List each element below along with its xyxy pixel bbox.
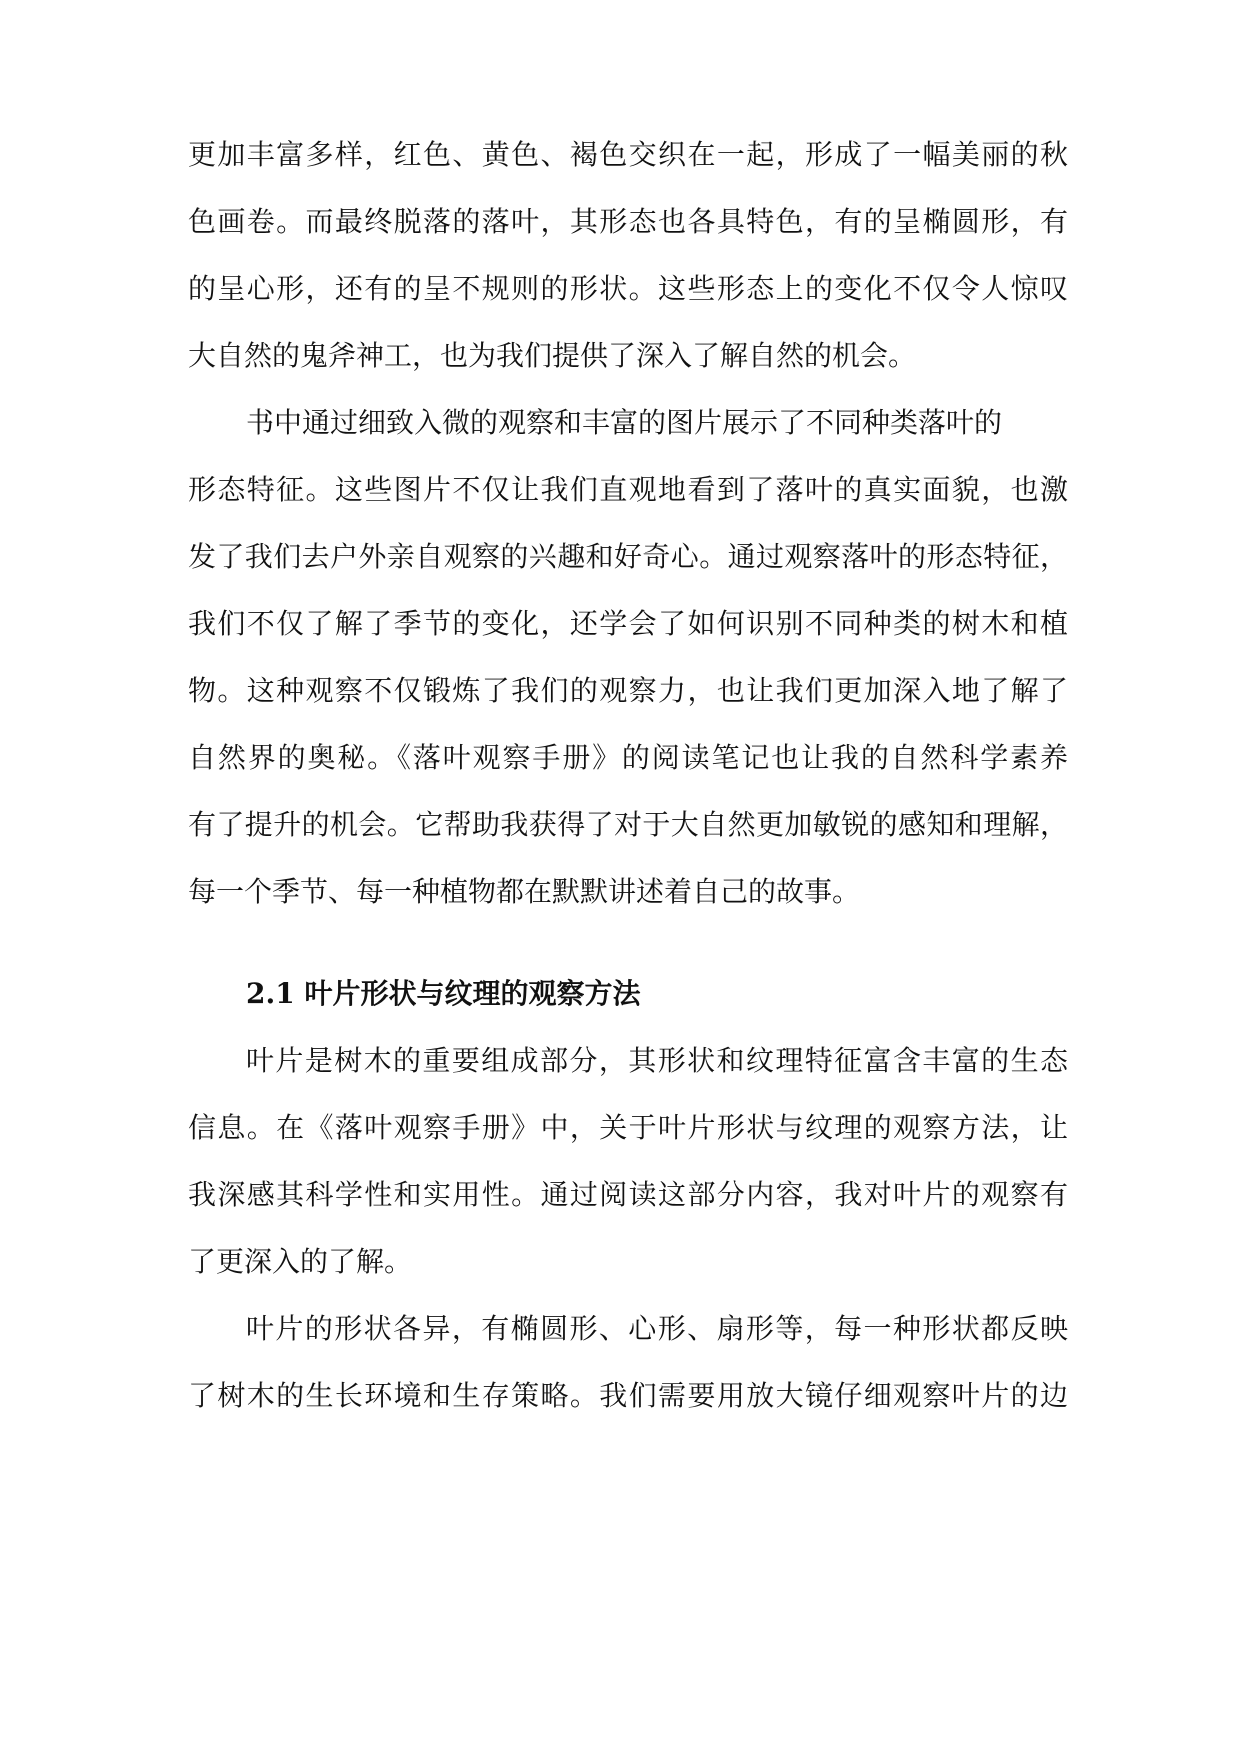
section-paragraph-1-line-3: 我深感其科学性和实用性。通过阅读这部分内容，我对叶片的观察有 bbox=[188, 1178, 1068, 1211]
paragraph-1-line-4: 大自然的鬼斧神工，也为我们提供了深入了解自然的机会。 bbox=[188, 339, 917, 372]
section-paragraph-2-line-1: 叶片的形状各异，有椭圆形、心形、扇形等，每一种形状都反映 bbox=[246, 1312, 1068, 1345]
section-paragraph-1-line-1: 叶片是树木的重要组成部分，其形状和纹理特征富含丰富的生态 bbox=[246, 1044, 1068, 1077]
paragraph-2-line-3: 发了我们去户外亲自观察的兴趣和好奇心。通过观察落叶的形态特征， bbox=[188, 540, 1068, 573]
section-paragraph-2-line-2: 了树木的生长环境和生存策略。我们需要用放大镜仔细观察叶片的边 bbox=[188, 1379, 1068, 1412]
paragraph-2-line-5: 物。这种观察不仅锻炼了我们的观察力，也让我们更加深入地了解了 bbox=[188, 674, 1068, 707]
section-heading: 2.1 叶片形状与纹理的观察方法 bbox=[246, 977, 641, 1010]
paragraph-2-line-8: 每一个季节、每一种植物都在默默讲述着自己的故事。 bbox=[188, 875, 861, 908]
paragraph-2-line-4: 我们不仅了解了季节的变化，还学会了如何识别不同种类的树木和植 bbox=[188, 607, 1068, 640]
paragraph-1-line-1: 更加丰富多样，红色、黄色、褐色交织在一起，形成了一幅美丽的秋 bbox=[188, 138, 1068, 171]
section-paragraph-1-line-4: 了更深入的了解。 bbox=[188, 1245, 413, 1278]
paragraph-1-line-2: 色画卷。而最终脱落的落叶，其形态也各具特色，有的呈椭圆形，有 bbox=[188, 205, 1068, 238]
section-paragraph-1-line-2: 信息。在《落叶观察手册》中，关于叶片形状与纹理的观察方法，让 bbox=[188, 1111, 1068, 1144]
paragraph-2-line-2: 形态特征。这些图片不仅让我们直观地看到了落叶的真实面貌，也激 bbox=[188, 473, 1068, 506]
paragraph-1-line-3: 的呈心形，还有的呈不规则的形状。这些形态上的变化不仅令人惊叹 bbox=[188, 272, 1068, 305]
paragraph-2-line-1: 书中通过细致入微的观察和丰富的图片展示了不同种类落叶的 bbox=[246, 406, 1003, 439]
paragraph-2-line-7: 有了提升的机会。它帮助我获得了对于大自然更加敏锐的感知和理解， bbox=[188, 808, 1068, 841]
paragraph-2-line-6: 自然界的奥秘。《落叶观察手册》的阅读笔记也让我的自然科学素养 bbox=[188, 741, 1068, 774]
